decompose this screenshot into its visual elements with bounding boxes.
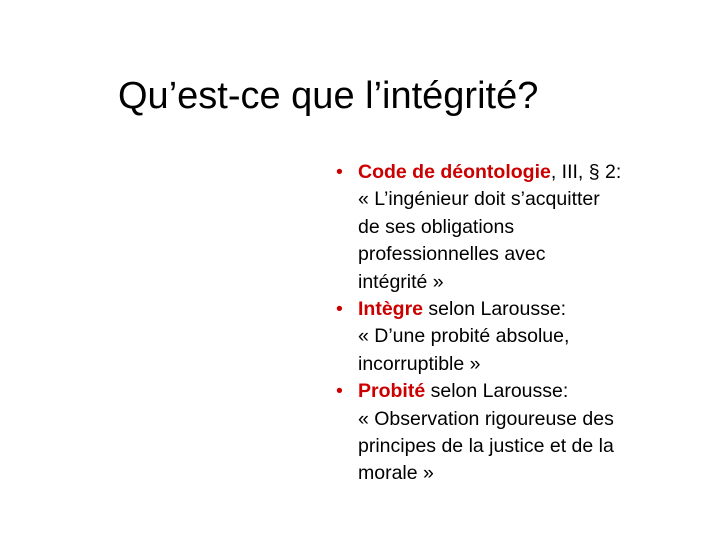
bullet-first-line-rest: selon Larousse:: [423, 298, 567, 321]
bullet-line: « Observation rigoureuse des: [358, 407, 614, 430]
bullet-item-integre: [336, 296, 666, 378]
bullet-item-code-deontologie: [336, 159, 666, 296]
bullet-icon: •: [336, 380, 343, 403]
bullet-line: professionnelles avec: [358, 243, 546, 266]
slide-title: Qu’est-ce que l’intégrité?: [118, 75, 539, 117]
bullet-first-line: [358, 159, 666, 186]
bullet-line: morale »: [358, 462, 434, 485]
bullet-first-line-rest: selon Larousse:: [425, 380, 569, 403]
bullet-icon: •: [336, 298, 343, 321]
bullet-first-line: [358, 296, 666, 323]
bullet-first-line: [358, 378, 666, 405]
bullet-first-line-rest: , III, § 2:: [550, 161, 622, 183]
bullet-term: Probité: [358, 380, 426, 403]
bullet-line: incorruptible »: [358, 352, 481, 375]
bullet-icon: •: [336, 161, 343, 183]
bullet-item-probite: [336, 378, 666, 488]
bullet-term: Code de déontologie: [358, 161, 551, 183]
bullet-line: principes de la justice et de la: [358, 435, 614, 458]
bullet-line: de ses obligations: [358, 215, 515, 238]
bullet-term: Intègre: [358, 298, 424, 321]
bullet-line: intégrité »: [358, 270, 444, 293]
bullet-list: [336, 159, 666, 488]
bullet-line: « L’ingénieur doit s’acquitter: [358, 188, 600, 211]
bullet-line: « D’une probité absolue,: [358, 325, 570, 348]
